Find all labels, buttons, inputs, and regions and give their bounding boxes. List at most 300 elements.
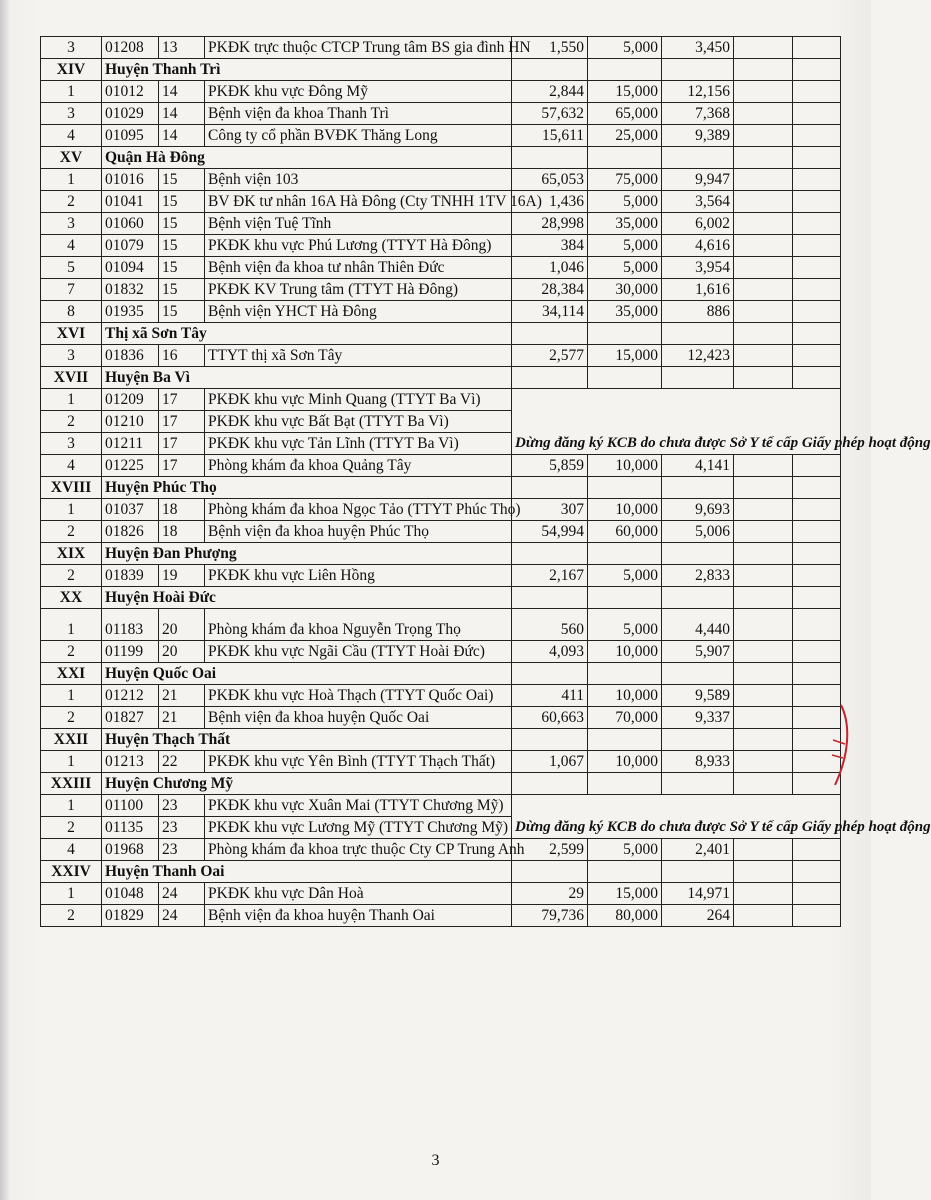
registered-count: 28,384 <box>512 279 588 301</box>
row-stt: 3 <box>41 345 102 367</box>
empty-cell <box>734 147 793 169</box>
registered-count: 2,844 <box>512 81 588 103</box>
remaining-count: 9,337 <box>662 707 734 729</box>
empty-cell <box>793 905 841 927</box>
quota-count: 5,000 <box>588 37 662 59</box>
facility-name: PKĐK khu vực Hoà Thạch (TTYT Quốc Oai) <box>205 685 512 707</box>
row-stt: 1 <box>41 883 102 905</box>
empty-cell <box>793 235 841 257</box>
empty-cell <box>734 191 793 213</box>
empty-cell <box>734 641 793 663</box>
district-number: 14 <box>159 103 205 125</box>
empty-cell <box>793 257 841 279</box>
district-row <box>41 773 841 795</box>
remaining-count: 6,002 <box>662 213 734 235</box>
group-roman: XV <box>41 147 102 169</box>
empty-cell <box>512 587 588 609</box>
empty-cell <box>734 521 793 543</box>
row-stt: 1 <box>41 795 102 817</box>
empty-cell <box>588 59 662 81</box>
facility-row <box>41 37 841 59</box>
empty-cell <box>588 147 662 169</box>
empty-cell <box>512 323 588 345</box>
facility-name: Bệnh viện đa khoa huyện Phúc Thọ <box>205 521 512 543</box>
group-roman: XVII <box>41 367 102 389</box>
row-stt: 2 <box>41 817 102 839</box>
facility-name: Phòng khám đa khoa Ngọc Tảo (TTYT Phúc Thọ) <box>205 499 512 521</box>
quota-count: 5,000 <box>588 191 662 213</box>
district-name: Huyện Phúc Thọ <box>102 477 512 499</box>
facility-row <box>41 521 841 543</box>
quota-count: 10,000 <box>588 455 662 477</box>
district-row <box>41 663 841 685</box>
empty-cell <box>793 323 841 345</box>
district-name: Huyện Thanh Trì <box>102 59 512 81</box>
empty-cell <box>793 521 841 543</box>
facility-code: 01208 <box>102 37 159 59</box>
facility-code: 01210 <box>102 411 159 433</box>
row-stt: 2 <box>41 191 102 213</box>
registered-count: 1,550 <box>512 37 588 59</box>
remaining-count: 2,833 <box>662 565 734 587</box>
remaining-count: 886 <box>662 301 734 323</box>
empty-cell <box>793 609 841 641</box>
empty-cell <box>793 147 841 169</box>
registered-count: 1,067 <box>512 751 588 773</box>
empty-cell <box>734 543 793 565</box>
facility-row <box>41 883 841 905</box>
district-number: 23 <box>159 839 205 861</box>
empty-cell <box>662 543 734 565</box>
district-number: 18 <box>159 499 205 521</box>
row-stt: 1 <box>41 81 102 103</box>
facility-name: Bệnh viện đa khoa huyện Thanh Oai <box>205 905 512 927</box>
facility-code: 01827 <box>102 707 159 729</box>
row-stt: 3 <box>41 433 102 455</box>
district-number: 23 <box>159 817 205 839</box>
quota-count: 10,000 <box>588 685 662 707</box>
district-number: 17 <box>159 433 205 455</box>
group-roman: XXIV <box>41 861 102 883</box>
remaining-count: 2,401 <box>662 839 734 861</box>
remaining-count: 12,423 <box>662 345 734 367</box>
facility-row <box>41 685 841 707</box>
facility-name: PKĐK khu vực Ngãi Cầu (TTYT Hoài Đức) <box>205 641 512 663</box>
facility-code: 01209 <box>102 389 159 411</box>
page-number: 3 <box>431 1152 440 1169</box>
group-roman: XVIII <box>41 477 102 499</box>
district-row <box>41 477 841 499</box>
facility-name: Bệnh viện YHCT Hà Đông <box>205 301 512 323</box>
row-stt: 7 <box>41 279 102 301</box>
facility-table <box>40 36 931 927</box>
remaining-count: 7,368 <box>662 103 734 125</box>
facility-code: 01012 <box>102 81 159 103</box>
facility-name: PKĐK khu vực Lương Mỹ (TTYT Chương Mỹ) <box>205 817 512 839</box>
district-row <box>41 587 841 609</box>
facility-row <box>41 169 841 191</box>
row-stt: 1 <box>41 499 102 521</box>
empty-cell <box>734 37 793 59</box>
district-number: 20 <box>159 609 205 641</box>
remaining-count: 9,389 <box>662 125 734 147</box>
row-stt: 4 <box>41 235 102 257</box>
facility-code: 01199 <box>102 641 159 663</box>
red-stamp-mark <box>823 700 853 790</box>
district-number: 22 <box>159 751 205 773</box>
empty-cell <box>734 663 793 685</box>
empty-cell <box>734 213 793 235</box>
facility-row <box>41 455 841 477</box>
empty-cell <box>793 279 841 301</box>
facility-row <box>41 905 841 927</box>
quota-count: 10,000 <box>588 499 662 521</box>
empty-cell <box>512 147 588 169</box>
district-number: 23 <box>159 795 205 817</box>
remaining-count: 264 <box>662 905 734 927</box>
row-stt: 2 <box>41 521 102 543</box>
district-number: 17 <box>159 455 205 477</box>
facility-name: Công ty cổ phần BVĐK Thăng Long <box>205 125 512 147</box>
district-number: 18 <box>159 521 205 543</box>
remaining-count: 3,954 <box>662 257 734 279</box>
empty-cell <box>734 367 793 389</box>
facility-name: Bệnh viện đa khoa huyện Quốc Oai <box>205 707 512 729</box>
empty-cell <box>793 59 841 81</box>
row-stt: 2 <box>41 641 102 663</box>
registered-count: 29 <box>512 883 588 905</box>
facility-code: 01095 <box>102 125 159 147</box>
facility-row <box>41 345 841 367</box>
empty-cell <box>734 345 793 367</box>
quota-count: 60,000 <box>588 521 662 543</box>
empty-cell <box>662 861 734 883</box>
facility-code: 01213 <box>102 751 159 773</box>
facility-name: PKĐK khu vực Minh Quang (TTYT Ba Vì) <box>205 389 512 411</box>
row-stt: 3 <box>41 103 102 125</box>
row-stt: 1 <box>41 169 102 191</box>
empty-cell <box>512 773 588 795</box>
facility-code: 01935 <box>102 301 159 323</box>
registered-count: 2,167 <box>512 565 588 587</box>
group-roman: XX <box>41 587 102 609</box>
facility-code: 01829 <box>102 905 159 927</box>
district-name: Huyện Hoài Đức <box>102 587 512 609</box>
district-row <box>41 861 841 883</box>
district-number: 21 <box>159 685 205 707</box>
district-row <box>41 367 841 389</box>
facility-row <box>41 641 841 663</box>
group-roman: XIV <box>41 59 102 81</box>
empty-cell <box>512 729 588 751</box>
row-stt: 4 <box>41 125 102 147</box>
group-roman: XVI <box>41 323 102 345</box>
district-name: Thị xã Sơn Tây <box>102 323 512 345</box>
district-number: 19 <box>159 565 205 587</box>
empty-cell <box>588 663 662 685</box>
facility-name: PKĐK KV Trung tâm (TTYT Hà Đông) <box>205 279 512 301</box>
suspension-notice: Dừng đăng ký KCB do chưa được Sở Y tế cấp Giấy phép hoạt động <box>512 389 841 455</box>
empty-cell <box>793 565 841 587</box>
facility-code: 01094 <box>102 257 159 279</box>
quota-count: 15,000 <box>588 345 662 367</box>
group-roman: XXII <box>41 729 102 751</box>
empty-cell <box>734 235 793 257</box>
facility-code: 01968 <box>102 839 159 861</box>
facility-code: 01839 <box>102 565 159 587</box>
empty-cell <box>512 59 588 81</box>
quota-count: 35,000 <box>588 213 662 235</box>
remaining-count: 9,589 <box>662 685 734 707</box>
remaining-count: 3,564 <box>662 191 734 213</box>
quota-count: 10,000 <box>588 751 662 773</box>
district-row <box>41 59 841 81</box>
empty-cell <box>734 301 793 323</box>
empty-cell <box>793 861 841 883</box>
district-name: Huyện Đan Phượng <box>102 543 512 565</box>
facility-name: Bệnh viện đa khoa tư nhân Thiên Đức <box>205 257 512 279</box>
empty-cell <box>793 37 841 59</box>
row-stt: 1 <box>41 751 102 773</box>
district-number: 20 <box>159 641 205 663</box>
registered-count: 5,859 <box>512 455 588 477</box>
facility-name: PKĐK khu vực Dân Hoà <box>205 883 512 905</box>
registered-count: 1,046 <box>512 257 588 279</box>
empty-cell <box>793 345 841 367</box>
quota-count: 15,000 <box>588 883 662 905</box>
district-number: 15 <box>159 279 205 301</box>
row-stt: 2 <box>41 905 102 927</box>
empty-cell <box>734 707 793 729</box>
facility-row <box>41 795 841 817</box>
facility-name: Phòng khám đa khoa Nguyễn Trọng Thọ <box>205 609 512 641</box>
empty-cell <box>793 367 841 389</box>
empty-cell <box>734 477 793 499</box>
empty-cell <box>793 301 841 323</box>
facility-code: 01016 <box>102 169 159 191</box>
remaining-count: 4,141 <box>662 455 734 477</box>
registered-count: 307 <box>512 499 588 521</box>
empty-cell <box>793 81 841 103</box>
remaining-count: 3,450 <box>662 37 734 59</box>
facility-code: 01037 <box>102 499 159 521</box>
empty-cell <box>734 751 793 773</box>
remaining-count: 9,693 <box>662 499 734 521</box>
empty-cell <box>662 663 734 685</box>
district-number: 17 <box>159 411 205 433</box>
facility-row <box>41 389 841 411</box>
registered-count: 57,632 <box>512 103 588 125</box>
empty-cell <box>734 861 793 883</box>
empty-cell <box>734 905 793 927</box>
district-number: 17 <box>159 389 205 411</box>
registered-count: 2,577 <box>512 345 588 367</box>
facility-name: PKĐK khu vực Đông Mỹ <box>205 81 512 103</box>
group-roman: XIX <box>41 543 102 565</box>
empty-cell <box>734 565 793 587</box>
facility-name: Phòng khám đa khoa Quảng Tây <box>205 455 512 477</box>
facility-code: 01135 <box>102 817 159 839</box>
registered-count: 60,663 <box>512 707 588 729</box>
empty-cell <box>734 81 793 103</box>
district-name: Huyện Thạch Thất <box>102 729 512 751</box>
registered-count: 560 <box>512 609 588 641</box>
quota-count: 5,000 <box>588 235 662 257</box>
facility-row <box>41 81 841 103</box>
row-stt: 2 <box>41 565 102 587</box>
empty-cell <box>793 839 841 861</box>
facility-code: 01079 <box>102 235 159 257</box>
facility-row <box>41 565 841 587</box>
empty-cell <box>588 367 662 389</box>
empty-cell <box>662 773 734 795</box>
empty-cell <box>734 103 793 125</box>
district-name: Huyện Chương Mỹ <box>102 773 512 795</box>
empty-cell <box>734 883 793 905</box>
facility-code: 01225 <box>102 455 159 477</box>
empty-cell <box>734 323 793 345</box>
empty-cell <box>734 279 793 301</box>
empty-cell <box>512 477 588 499</box>
empty-cell <box>588 587 662 609</box>
facility-row <box>41 707 841 729</box>
facility-row <box>41 279 841 301</box>
facility-name: Bệnh viện đa khoa Thanh Trì <box>205 103 512 125</box>
quota-count: 5,000 <box>588 839 662 861</box>
quota-count: 35,000 <box>588 301 662 323</box>
district-number: 14 <box>159 125 205 147</box>
remaining-count: 12,156 <box>662 81 734 103</box>
facility-name: BV ĐK tư nhân 16A Hà Đông (Cty TNHH 1TV 16A) <box>205 191 512 213</box>
empty-cell <box>734 125 793 147</box>
quota-count: 65,000 <box>588 103 662 125</box>
facility-row <box>41 499 841 521</box>
quota-count: 5,000 <box>588 565 662 587</box>
district-name: Quận Hà Đông <box>102 147 512 169</box>
facility-row <box>41 125 841 147</box>
facility-code: 01048 <box>102 883 159 905</box>
facility-row <box>41 213 841 235</box>
registered-count: 411 <box>512 685 588 707</box>
facility-code: 01041 <box>102 191 159 213</box>
district-name: Huyện Quốc Oai <box>102 663 512 685</box>
empty-cell <box>662 367 734 389</box>
empty-cell <box>793 103 841 125</box>
facility-name: PKĐK khu vực Tản Lĩnh (TTYT Ba Vì) <box>205 433 512 455</box>
empty-cell <box>734 169 793 191</box>
row-stt: 3 <box>41 213 102 235</box>
district-number: 15 <box>159 301 205 323</box>
district-number: 15 <box>159 191 205 213</box>
facility-code: 01826 <box>102 521 159 543</box>
empty-cell <box>793 191 841 213</box>
facility-name: Phòng khám đa khoa trực thuộc Cty CP Trung Anh <box>205 839 512 861</box>
district-row <box>41 729 841 751</box>
registered-count: 65,053 <box>512 169 588 191</box>
facility-code: 01832 <box>102 279 159 301</box>
empty-cell <box>793 543 841 565</box>
district-number: 14 <box>159 81 205 103</box>
remaining-count: 14,971 <box>662 883 734 905</box>
facility-name: PKĐK khu vực Yên Bình (TTYT Thạch Thất) <box>205 751 512 773</box>
remaining-count: 4,616 <box>662 235 734 257</box>
row-stt: 4 <box>41 455 102 477</box>
facility-code: 01100 <box>102 795 159 817</box>
district-name: Huyện Ba Vì <box>102 367 512 389</box>
empty-cell <box>793 169 841 191</box>
facility-name: PKĐK khu vực Xuân Mai (TTYT Chương Mỹ) <box>205 795 512 817</box>
facility-row <box>41 103 841 125</box>
quota-count: 10,000 <box>588 641 662 663</box>
quota-count: 5,000 <box>588 257 662 279</box>
registered-count: 34,114 <box>512 301 588 323</box>
quota-count: 75,000 <box>588 169 662 191</box>
facility-row <box>41 301 841 323</box>
facility-code: 01211 <box>102 433 159 455</box>
remaining-count: 1,616 <box>662 279 734 301</box>
district-row <box>41 543 841 565</box>
empty-cell <box>734 455 793 477</box>
quota-count: 70,000 <box>588 707 662 729</box>
empty-cell <box>662 729 734 751</box>
empty-cell <box>793 125 841 147</box>
remaining-count: 8,933 <box>662 751 734 773</box>
district-number: 16 <box>159 345 205 367</box>
empty-cell <box>734 839 793 861</box>
empty-cell <box>662 147 734 169</box>
empty-cell <box>793 499 841 521</box>
registered-count: 28,998 <box>512 213 588 235</box>
district-name: Huyện Thanh Oai <box>102 861 512 883</box>
registered-count: 2,599 <box>512 839 588 861</box>
row-stt: 4 <box>41 839 102 861</box>
district-number: 24 <box>159 905 205 927</box>
empty-cell <box>734 587 793 609</box>
row-stt: 1 <box>41 389 102 411</box>
district-number: 21 <box>159 707 205 729</box>
empty-cell <box>734 59 793 81</box>
facility-code: 01029 <box>102 103 159 125</box>
empty-cell <box>588 543 662 565</box>
district-number: 24 <box>159 883 205 905</box>
quota-count: 25,000 <box>588 125 662 147</box>
district-number: 15 <box>159 235 205 257</box>
row-stt: 1 <box>41 609 102 641</box>
facility-code: 01836 <box>102 345 159 367</box>
empty-cell <box>662 587 734 609</box>
quota-count: 80,000 <box>588 905 662 927</box>
empty-cell <box>588 861 662 883</box>
empty-cell <box>793 213 841 235</box>
remaining-count: 5,907 <box>662 641 734 663</box>
empty-cell <box>662 477 734 499</box>
empty-cell <box>512 543 588 565</box>
facility-code: 01060 <box>102 213 159 235</box>
empty-cell <box>793 663 841 685</box>
remaining-count: 5,006 <box>662 521 734 543</box>
empty-cell <box>662 59 734 81</box>
group-roman: XXIII <box>41 773 102 795</box>
facility-row <box>41 839 841 861</box>
empty-cell <box>793 455 841 477</box>
district-number: 15 <box>159 257 205 279</box>
registered-count: 79,736 <box>512 905 588 927</box>
district-number: 13 <box>159 37 205 59</box>
facility-name: PKĐK khu vực Bất Bạt (TTYT Ba Vì) <box>205 411 512 433</box>
row-stt: 2 <box>41 411 102 433</box>
facility-row <box>41 609 841 641</box>
facility-code: 01212 <box>102 685 159 707</box>
